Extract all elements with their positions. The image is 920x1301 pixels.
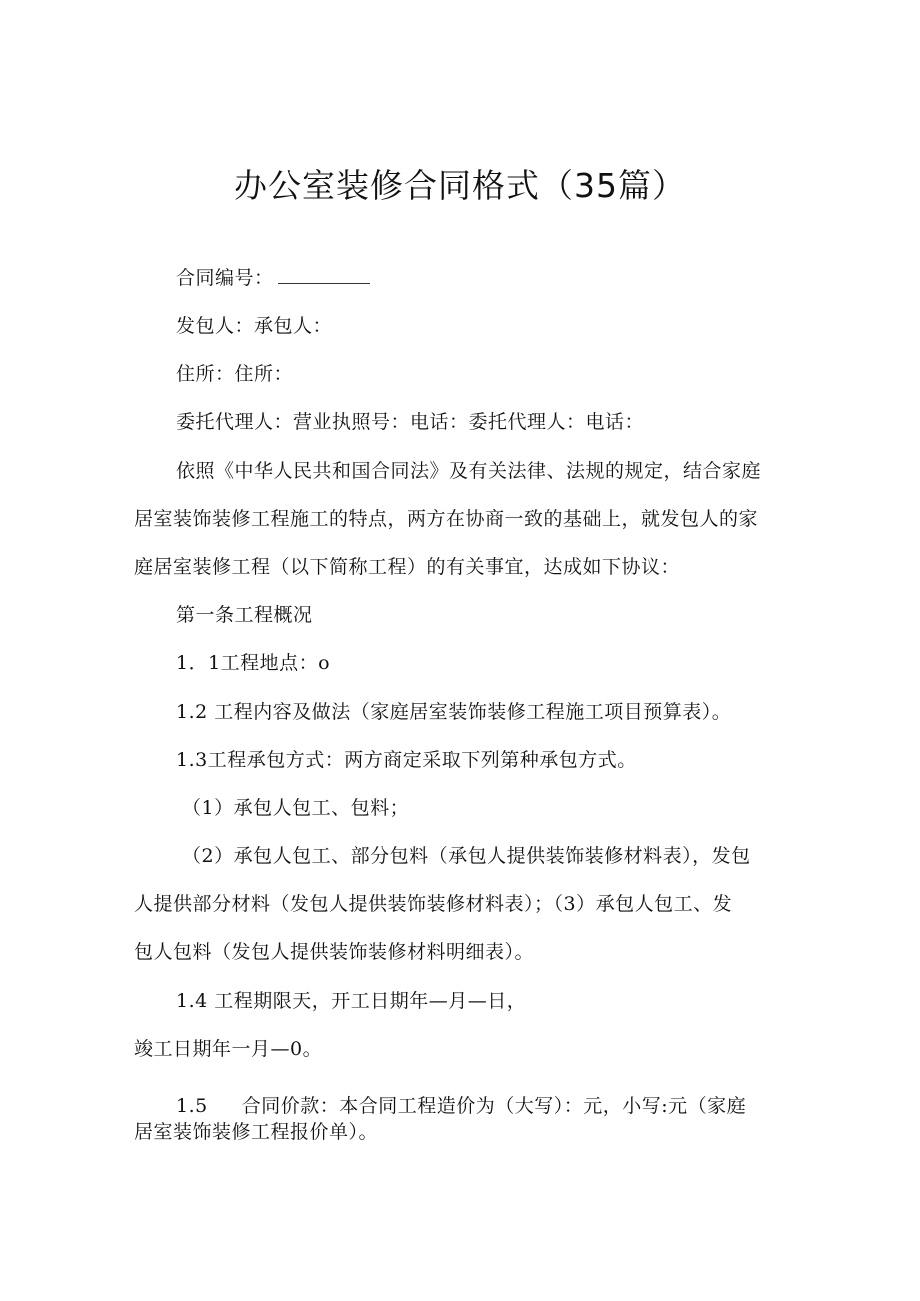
mode-2-line-1: （2）承包人包工、部分包料（承包人提供装饰装修材料表），发包 bbox=[182, 845, 751, 867]
article-1-heading: 第一条工程概况 bbox=[176, 604, 313, 626]
contract-number-line bbox=[176, 266, 370, 290]
preamble-line-2: 居室装饰装修工程施工的特点，两方在协商一致的基础上，就发包人的家 bbox=[134, 508, 759, 530]
agent-line: 委托代理人：营业执照号：电话：委托代理人：电话： bbox=[176, 411, 645, 433]
item-1-1: 1．1工程地点：o bbox=[176, 652, 331, 674]
item-1-3: 1.3工程承包方式：两方商定采取下列第种承包方式。 bbox=[176, 749, 637, 771]
contract-number-label: 合同编号： bbox=[176, 267, 274, 289]
item-1-2: 1.2 工程内容及做法（家庭居室装饰装修工程施工项目预算表）。 bbox=[176, 701, 732, 723]
mode-2-line-3: 包人包料（发包人提供装饰装修材料明细表）。 bbox=[134, 941, 535, 963]
mode-2-line-2: 人提供部分材料（发包人提供装饰装修材料表）；（3）承包人包工、发 bbox=[134, 893, 733, 915]
document-title: 办公室装修合同格式（35篇） bbox=[234, 166, 686, 205]
preamble-line-3: 庭居室装修工程（以下简称工程）的有关事宜，达成如下协议： bbox=[134, 556, 681, 578]
item-1-5-line-2: 居室装饰装修工程报价单）。 bbox=[134, 1121, 379, 1143]
item-1-5-number: 1.5 bbox=[176, 1095, 208, 1117]
item-1-4-line-1: 1.4 工程期限天，开工日期年—月—日， bbox=[176, 990, 527, 1012]
address-line: 住所：住所： bbox=[176, 363, 294, 385]
mode-1: （1）承包人包工、包料； bbox=[182, 797, 410, 819]
parties-line: 发包人：承包人： bbox=[176, 315, 333, 337]
item-1-5-line-1 bbox=[176, 1094, 746, 1118]
item-1-4-line-2: 竣工日期年一月—0。 bbox=[134, 1038, 323, 1060]
item-1-5-text: 合同价款：本合同工程造价为（大写）：元，小写:元（家庭 bbox=[241, 1095, 747, 1117]
contract-number-blank bbox=[278, 269, 370, 284]
preamble-line-1: 依照《中华人民共和国合同法》及有关法律、法规的规定，结合家庭 bbox=[176, 460, 762, 482]
